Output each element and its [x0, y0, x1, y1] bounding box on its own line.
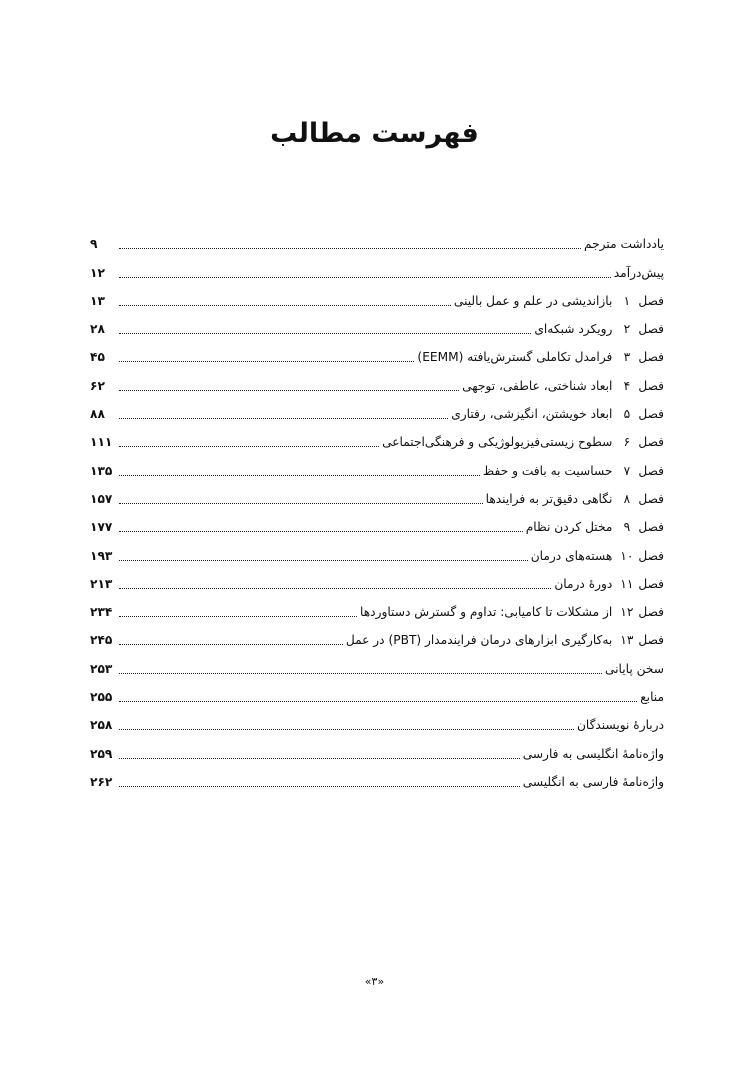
- dot-leader: [119, 757, 520, 759]
- chapter-number: ۱۲: [620, 605, 634, 620]
- chapter-word: فصل: [638, 293, 664, 308]
- toc-entry: [90, 535, 664, 563]
- chapter-word: فصل: [638, 520, 664, 535]
- chapter-number: ۸: [623, 491, 631, 506]
- chapter-word: فصل: [638, 491, 664, 506]
- dot-leader: [119, 587, 551, 589]
- chapter-number: ۱: [623, 293, 631, 308]
- entry-page-number: ۲۵۸: [90, 718, 113, 733]
- dot-leader: [119, 700, 637, 702]
- chapter-number: ۷: [623, 463, 631, 478]
- chapter-label: [612, 321, 664, 337]
- toc-entry: [90, 507, 664, 535]
- toc-entry: [90, 705, 664, 733]
- dot-leader: [119, 559, 528, 561]
- dot-leader: [119, 304, 451, 306]
- toc-entry: [90, 648, 664, 676]
- chapter-label: [612, 491, 664, 507]
- entry-page-number: ۲۵۹: [90, 746, 113, 761]
- chapter-label: [612, 604, 664, 620]
- toc-entry: [90, 450, 664, 478]
- toc-entry: [90, 677, 664, 705]
- chapter-word: فصل: [638, 548, 664, 563]
- chapter-number: ۲: [623, 322, 631, 337]
- chapter-number: ۱۰: [620, 548, 634, 563]
- entry-title: سخن پایانی: [605, 661, 664, 676]
- entry-title: نگاهی دقیق‌تر به فرایندها: [485, 491, 613, 506]
- entry-page-number: ۲۸: [90, 322, 105, 337]
- chapter-word: فصل: [638, 463, 664, 478]
- entry-title: پیش‌درآمد: [613, 265, 664, 280]
- chapter-label: [612, 293, 664, 309]
- entry-page-number: ۱۷۷: [90, 520, 113, 535]
- entry-title: دربارهٔ نویسندگان: [576, 718, 664, 733]
- toc-entry: [90, 337, 664, 365]
- chapter-label: [612, 378, 664, 394]
- entry-page-number: ۲۵۳: [90, 661, 113, 676]
- entry-title: سطوح زیستی‌فیزیولوژیکی و فرهنگی‌اجتماعی: [382, 435, 613, 450]
- toc-entry: [90, 479, 664, 507]
- toc-entry: [90, 365, 664, 393]
- chapter-word: فصل: [638, 407, 664, 422]
- dot-leader: [119, 728, 574, 730]
- entry-page-number: ۱۲: [90, 265, 105, 280]
- entry-title: یادداشت مترجم: [584, 237, 664, 252]
- chapter-word: فصل: [638, 633, 664, 648]
- chapter-number: ۱۳: [620, 633, 634, 648]
- entry-page-number: ۱۳۵: [90, 463, 113, 478]
- toc-entry: [90, 762, 664, 790]
- entry-title: منابع: [640, 690, 664, 705]
- entry-title: بازاندیشی در علم و عمل بالینی: [453, 293, 613, 308]
- chapter-word: فصل: [638, 322, 664, 337]
- chapter-word: فصل: [638, 605, 664, 620]
- entry-title: حساسیت به بافت و حفظ: [482, 463, 613, 478]
- entry-page-number: ۶۲: [90, 378, 105, 393]
- toc-entry: [90, 394, 664, 422]
- toc-entry: [90, 733, 664, 761]
- chapter-label: [612, 548, 664, 564]
- chapter-number: ۵: [623, 407, 631, 422]
- chapter-number: ۹: [623, 520, 631, 535]
- dot-leader: [119, 445, 379, 447]
- dot-leader: [119, 360, 414, 362]
- chapter-number: ۶: [623, 435, 631, 450]
- dot-leader: [119, 389, 459, 391]
- entry-title: از مشکلات تا کامیابی: تداوم و گسترش دستاوردها: [360, 605, 613, 620]
- entry-title: واژه‌نامهٔ فارسی به انگلیسی: [522, 774, 664, 789]
- chapter-word: فصل: [638, 435, 664, 450]
- chapter-label: [612, 349, 664, 365]
- entry-title: رویکرد شبکه‌ای: [534, 322, 613, 337]
- entry-title: ابعاد شناختی، عاطفی، توجهی: [462, 378, 613, 393]
- page-number: «۳»: [364, 975, 385, 988]
- dot-leader: [119, 276, 611, 278]
- entry-page-number: ۲۱۳: [90, 576, 113, 591]
- entry-page-number: ۸۸: [90, 407, 105, 422]
- chapter-label: [612, 576, 664, 592]
- toc-entry: [90, 224, 664, 252]
- chapter-number: ۳: [623, 350, 631, 365]
- chapter-word: فصل: [638, 378, 664, 393]
- entry-title: به‌کارگیری ابزارهای درمان فرایندمدار (PBT) در عمل: [345, 633, 613, 648]
- entry-title: دورهٔ درمان: [554, 576, 613, 591]
- entry-page-number: ۲۵۵: [90, 690, 113, 705]
- dot-leader: [119, 672, 602, 674]
- entry-title: هسته‌های درمان: [530, 548, 613, 563]
- dot-leader: [119, 785, 520, 787]
- chapter-number: ۱۱: [620, 576, 634, 591]
- entry-title: فرامدل تکاملی گسترش‌یافته (EEMM): [417, 350, 613, 365]
- entry-title: مختل کردن نظام: [525, 520, 613, 535]
- chapter-number: ۴: [623, 378, 631, 393]
- chapter-label: [612, 406, 664, 422]
- entry-page-number: ۱۹۳: [90, 548, 113, 563]
- toc-entry: [90, 422, 664, 450]
- toc-entry: [90, 309, 664, 337]
- entry-page-number: ۲۳۴: [90, 605, 113, 620]
- toc-entry: [90, 620, 664, 648]
- entry-page-number: ۴۵: [90, 350, 105, 365]
- chapter-label: [612, 632, 664, 648]
- chapter-label: [612, 434, 664, 450]
- dot-leader: [119, 247, 581, 249]
- entry-title: واژه‌نامهٔ انگلیسی به فارسی: [522, 746, 664, 761]
- dot-leader: [119, 332, 531, 334]
- dot-leader: [119, 615, 357, 617]
- toc-entry: [90, 564, 664, 592]
- table-of-contents: [90, 224, 664, 790]
- dot-leader: [119, 643, 343, 645]
- dot-leader: [119, 474, 480, 476]
- entry-page-number: ۱۱۱: [90, 435, 113, 450]
- toc-entry: [90, 592, 664, 620]
- entry-page-number: ۹: [90, 237, 98, 252]
- toc-entry: [90, 281, 664, 309]
- toc-entry: [90, 252, 664, 280]
- entry-title: ابعاد خویشتن، انگیزشی، رفتاری: [451, 407, 613, 422]
- chapter-label: [612, 519, 664, 535]
- entry-page-number: ۱۵۷: [90, 491, 113, 506]
- page-title: فهرست مطالب: [270, 118, 479, 149]
- chapter-label: [612, 463, 664, 479]
- chapter-word: فصل: [638, 576, 664, 591]
- dot-leader: [119, 502, 483, 504]
- dot-leader: [119, 417, 448, 419]
- entry-page-number: ۲۴۵: [90, 633, 113, 648]
- entry-page-number: ۲۶۲: [90, 774, 113, 789]
- chapter-word: فصل: [638, 350, 664, 365]
- dot-leader: [119, 530, 523, 532]
- entry-page-number: ۱۳: [90, 293, 105, 308]
